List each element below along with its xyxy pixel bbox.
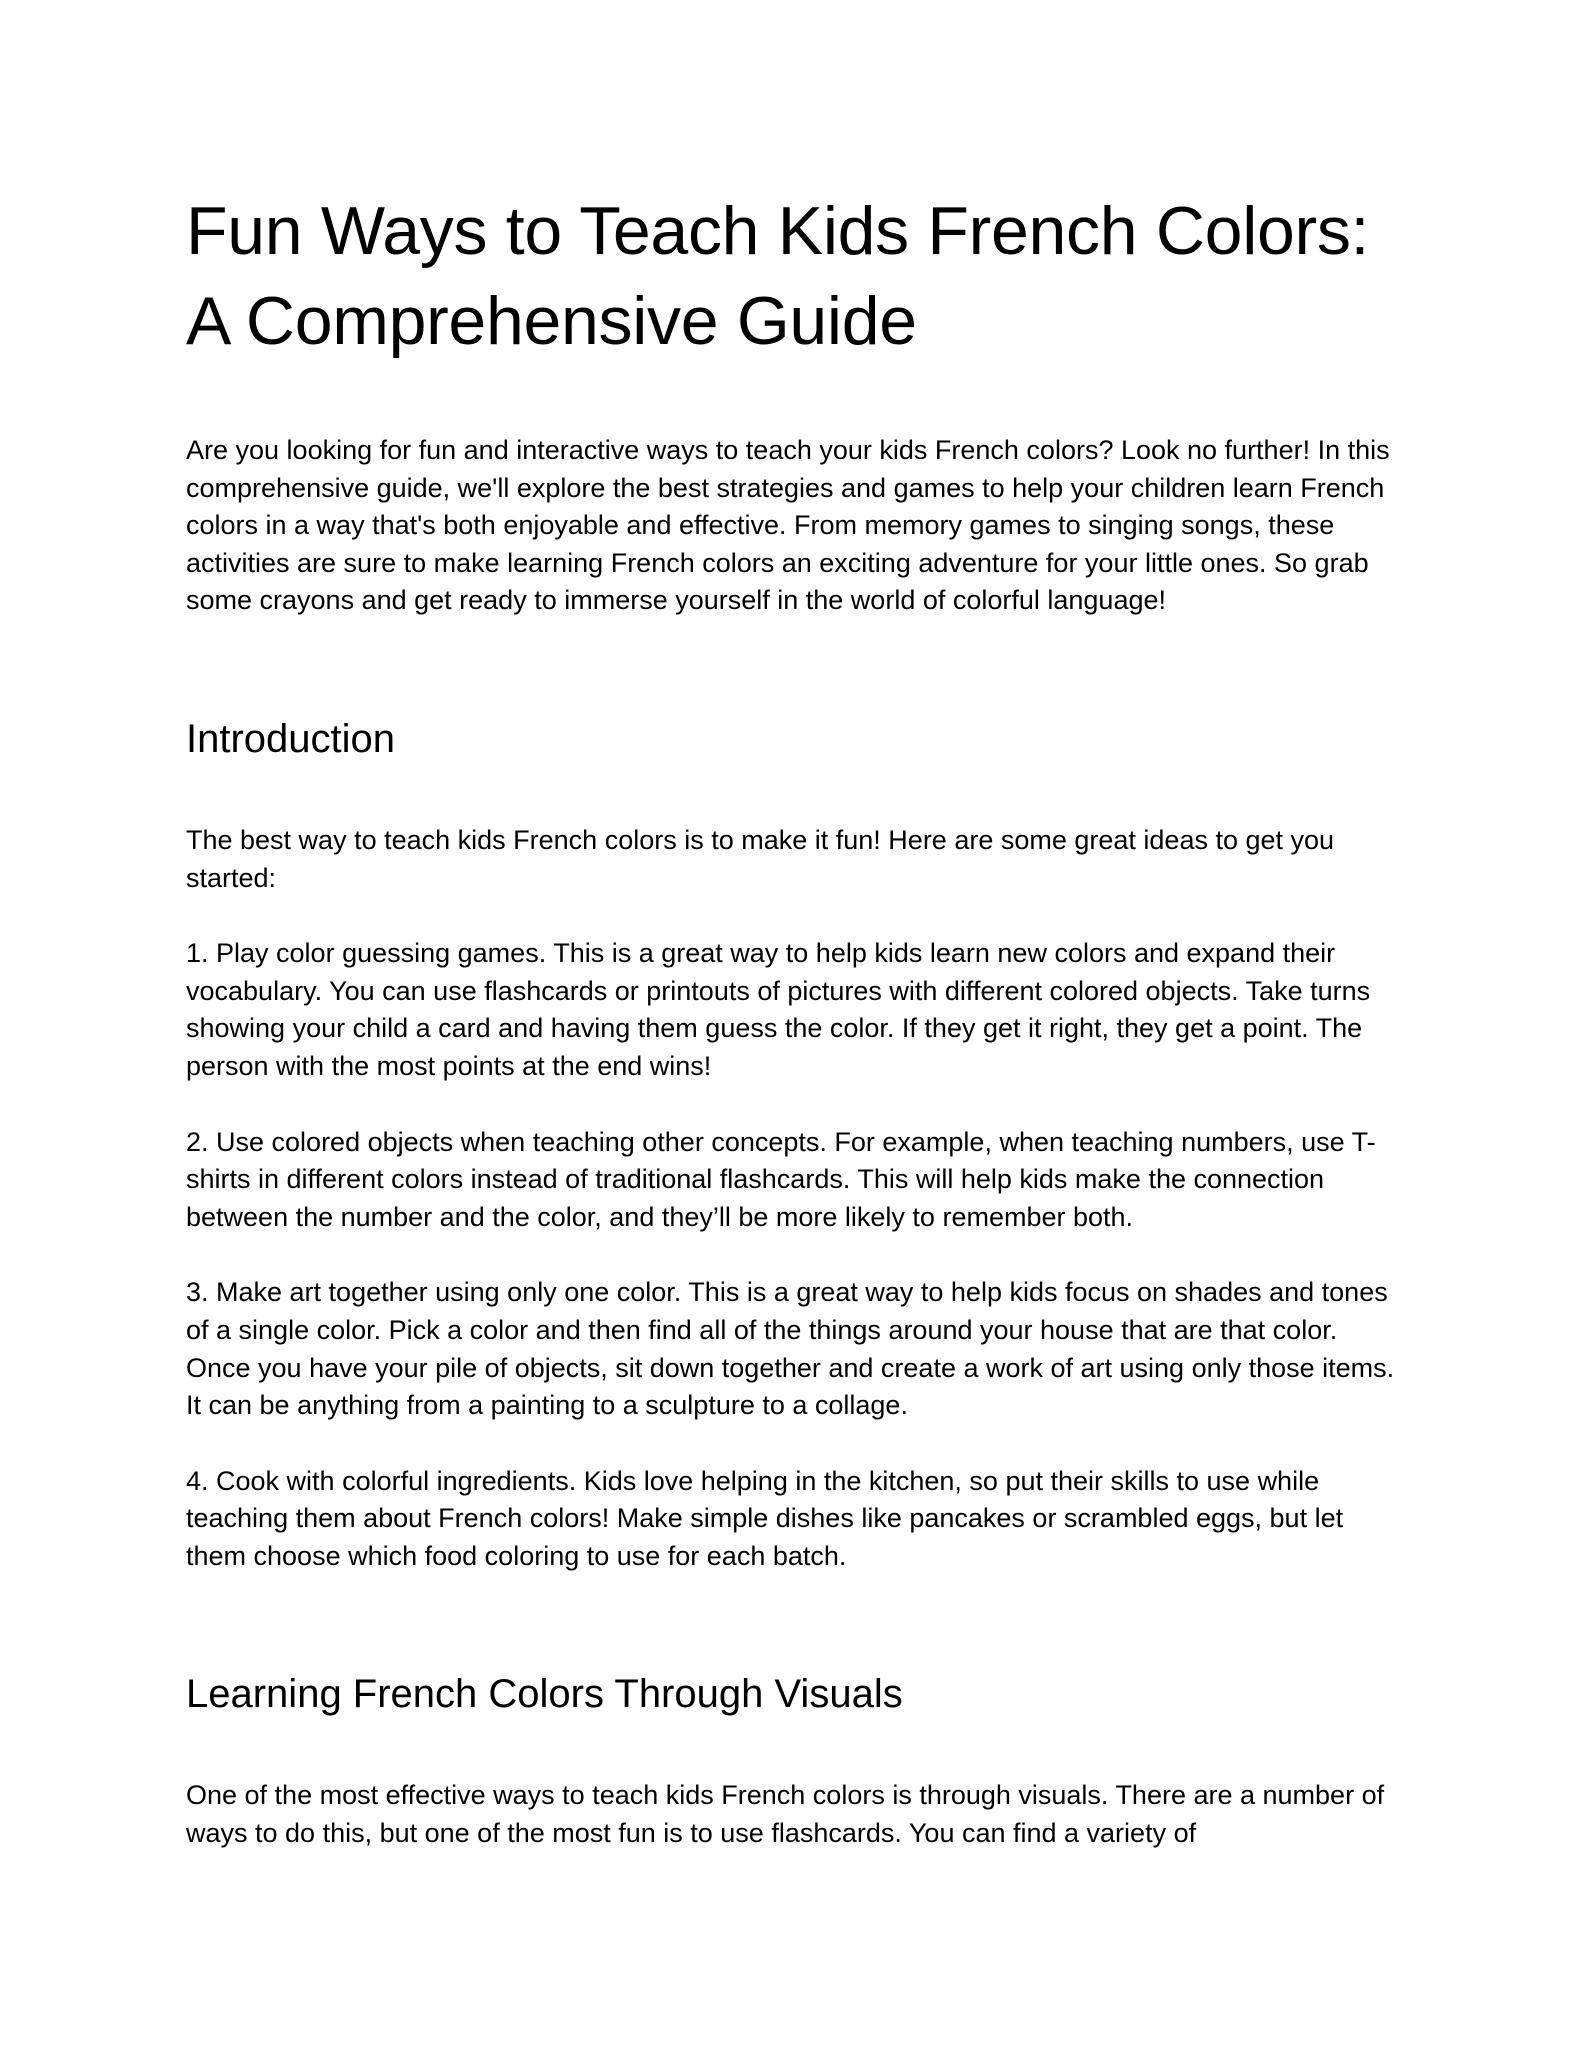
intro-paragraph: Are you looking for fun and interactive ways to teach your kids French colors? Look no further! In this comprehensive guide, we'll explore the best strategies and games to help your children learn French colors in a way that's both enjoyable and effective. From memory games to singing songs, these activities are sure to make learning French colors an exciting adventure for your little ones. So grab some crayons and get ready to immerse yourself in the world of colorful language! (186, 435, 1390, 616)
list-item-cook-colorful: 4. Cook with colorful ingredients. Kids love helping in the kitchen, so put their skills to use while teaching them about French colors! Make simple dishes like pancakes or scrambled eggs, but let them choose which food coloring to use for each batch. (186, 1465, 1344, 1571)
list-item-art-one-color: 3. Make art together using only one color. This is a great way to help kids focus on shades and tones of a single color. Pick a color and then find all of the things around your house that are that color. Once you have your pile of objects, sit down together and create a work of art using only those items. It can be anything from a painting to a sculpture to a collage. (186, 1277, 1395, 1421)
paragraph: The best way to teach kids French colors is to make it fun! Here are some great ideas to get you started: (186, 824, 1335, 893)
document-content (186, 186, 1401, 1853)
section-heading-introduction: Introduction (186, 716, 396, 761)
list-item-colored-objects: 2. Use colored objects when teaching other concepts. For example, when teaching numbers, use T-shirts in different colors instead of traditional flashcards. This will help kids make the connection between the number and the color, and they’ll be more likely to remember both. (186, 1126, 1376, 1232)
section-heading-visuals: Learning French Colors Through Visuals (186, 1672, 903, 1717)
paragraph: One of the most effective ways to teach kids French colors is through visuals. There are a number of ways to do this, but one of the most fun is to use flashcards. You can find a variety of (186, 1780, 1385, 1849)
page-title: Fun Ways to Teach Kids French Colors: A Comprehensive Guide (186, 193, 1370, 359)
list-item-color-guessing: 1. Play color guessing games. This is a great way to help kids learn new colors and expand their vocabulary. You can use flashcards or printouts of pictures with different colored objects. Take turns showing your child a card and having them guess the color. If they get it right, they get a point. The person with the most points at the end wins! (186, 938, 1371, 1081)
